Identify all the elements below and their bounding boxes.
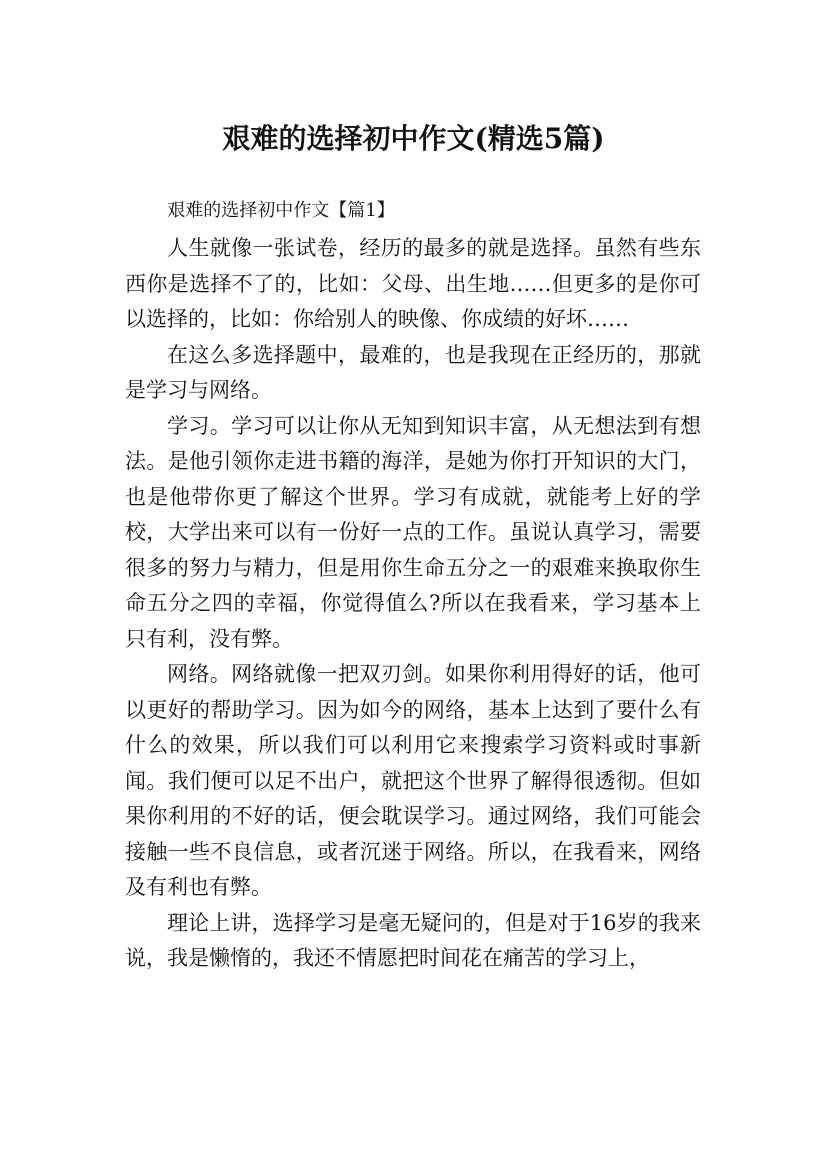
- document-body: [125, 195, 701, 977]
- body-paragraph-5: 理论上讲，选择学习是毫无疑问的，但是对于16岁的我来说，我是懒惰的，我还不情愿把时间花在痛苦的学习上，: [125, 910, 701, 970]
- body-paragraph-2: 在这么多选择题中，最难的，也是我现在正经历的，那就是学习与网络。: [125, 342, 701, 402]
- body-paragraph-4: 网络。网络就像一把双刃剑。如果你利用得好的话，他可以更好的帮助学习。因为如今的网络，基本上达到了要什么有什么的效果，所以我们可以利用它来搜索学习资料或时事新闻。我们便可以足不出户，就把这个世界了解得很透彻。但如果你利用的不好的话，便会耽误学习。通过网络，我们可能会接触一些不良信息，或者沉迷于网络。所以，在我看来，网络及有利也有弊。: [125, 662, 701, 899]
- body-paragraph-3: 学习。学习可以让你从无知到知识丰富，从无想法到有想法。是他引领你走进书籍的海洋，是她为你打开知识的大门，也是他带你更了解这个世界。学习有成就，就能考上好的学校，大学出来可以有一份好一点的工作。虽说认真学习，需要很多的努力与精力，但是用你生命五分之一的艰难来换取你生命五分之四的幸福，你觉得值么?所以在我看来，学习基本上只有利，没有弊。: [125, 413, 701, 651]
- section-heading: 艰难的选择初中作文【篇1】: [167, 200, 395, 221]
- body-paragraph-1: 人生就像一张试卷，经历的最多的就是选择。虽然有些东西你是选择不了的，比如：父母、出生地……但更多的是你可以选择的，比如：你给别人的映像、你成绩的好坏……: [125, 236, 701, 331]
- document-title: 艰难的选择初中作文(精选5篇): [222, 121, 605, 155]
